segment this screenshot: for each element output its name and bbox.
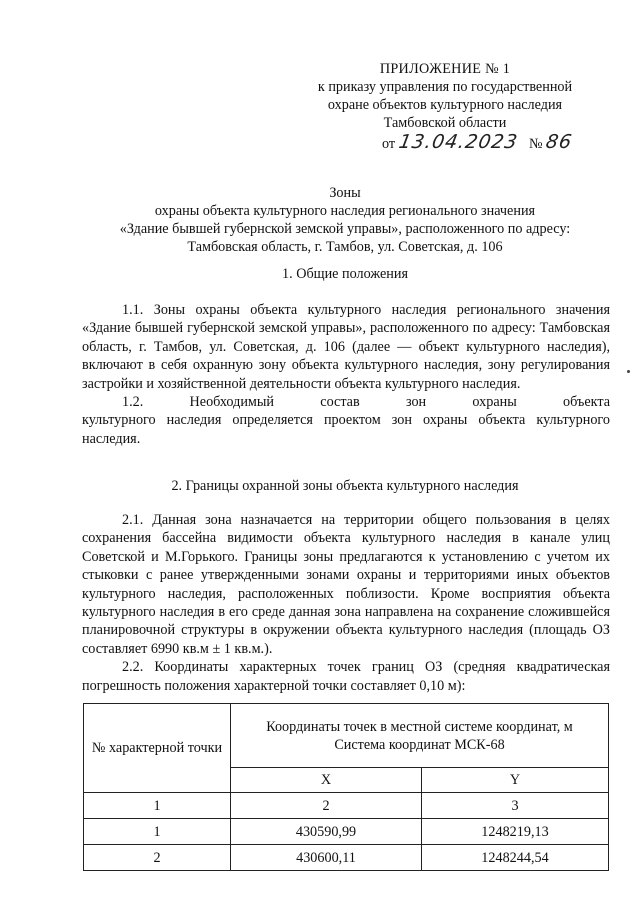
table-row xyxy=(84,819,609,845)
col-x-header: X xyxy=(231,768,422,793)
group-header-line: Система координат МСК-68 xyxy=(334,736,505,753)
paragraph-1-2-rest: культурного наследия определяется проектом зон охраны объекта культурного наследия. xyxy=(82,412,610,447)
handwritten-number: 86 xyxy=(544,131,575,153)
coordinates-table xyxy=(83,703,609,871)
scan-speck xyxy=(627,370,630,373)
table-cell: 1248219,13 xyxy=(422,819,609,845)
appendix-line: охране объектов культурного наследия xyxy=(327,97,563,113)
document-heading xyxy=(80,184,610,256)
appendix-line: к приказу управления по государственной xyxy=(317,79,573,95)
section-2-body xyxy=(82,511,610,695)
section-1-body xyxy=(82,301,610,448)
number-prefix: № xyxy=(529,136,543,152)
table-header-row xyxy=(84,704,609,768)
paragraph-1-2-line1: 1.2. Необходимый состав зон охраны объекта xyxy=(122,394,610,411)
paragraph-1-1: 1.1. Зоны охраны объекта культурного наследия регионального значения «Здание бывшей губернской земской управы», расположенного по адресу: Тамбовская область, г. Тамбов, ул. Советская, д. 106 (далее — объект культурного наследия), включают в себя охранную зону объекта культурного наследия, зону регулирования застройки и хозяйственной деятельности объекта культурного наследия. xyxy=(82,302,610,392)
col-y-header: Y xyxy=(422,768,609,793)
table-cell: 1 xyxy=(84,793,231,819)
heading-line: «Здание бывшей губернской земской управы», расположенного по адресу: xyxy=(119,221,571,237)
handwritten-date: 13.04.2023 xyxy=(396,131,520,153)
table-row xyxy=(84,845,609,871)
table-cell: 430590,99 xyxy=(231,819,422,845)
heading-line: Тамбовская область, г. Тамбов, ул. Советская, д. 106 xyxy=(187,239,503,255)
section-2-title: 2. Границы охранной зоны объекта культурного наследия xyxy=(171,478,519,494)
table-cell: 1248244,54 xyxy=(422,845,609,871)
col-point-header: № характерной точки xyxy=(84,704,231,793)
coordinates-group-header xyxy=(231,704,609,768)
paragraph-2-1: 2.1. Данная зона назначается на территории общего пользования в целях сохранения бассейна видимости объекта культурного наследия в канале улиц Советской и М.Горького. Границы зоны предлагаются к установлению с учетом их стыковки с ранее утвержденными зонами охраны и территориями иных объектов культурного наследия, расположенных поблизости. Кроме восприятия объекта культурного наследия в его среде данная зона направлена на сохранение сложившейся планировочной структуры в окружении объекта культурного наследия (площадь ОЗ составляет 6990 кв.м ± 1 кв.м.). xyxy=(82,512,610,657)
appendix-date-line xyxy=(300,133,590,153)
table-cell: 1 xyxy=(84,819,231,845)
heading-line: Зоны xyxy=(329,185,361,201)
section-1-title: 1. Общие положения xyxy=(282,266,408,282)
appendix-title: ПРИЛОЖЕНИЕ № 1 xyxy=(379,61,511,77)
date-prefix: от xyxy=(382,136,396,152)
table-row xyxy=(84,793,609,819)
table-cell: 3 xyxy=(422,793,609,819)
paragraph-2-2: 2.2. Координаты характерных точек границ ОЗ (средняя квадратическая погрешность положения характерной точки составляет 0,10 м): xyxy=(82,659,610,694)
heading-line: охраны объекта культурного наследия регионального значения xyxy=(154,203,536,219)
table-cell: 2 xyxy=(231,793,422,819)
appendix-block xyxy=(300,60,590,153)
appendix-line: Тамбовской области xyxy=(383,115,507,131)
table-cell: 2 xyxy=(84,845,231,871)
group-header-line: Координаты точек в местной системе координат, м xyxy=(266,718,573,735)
table-cell: 430600,11 xyxy=(231,845,422,871)
